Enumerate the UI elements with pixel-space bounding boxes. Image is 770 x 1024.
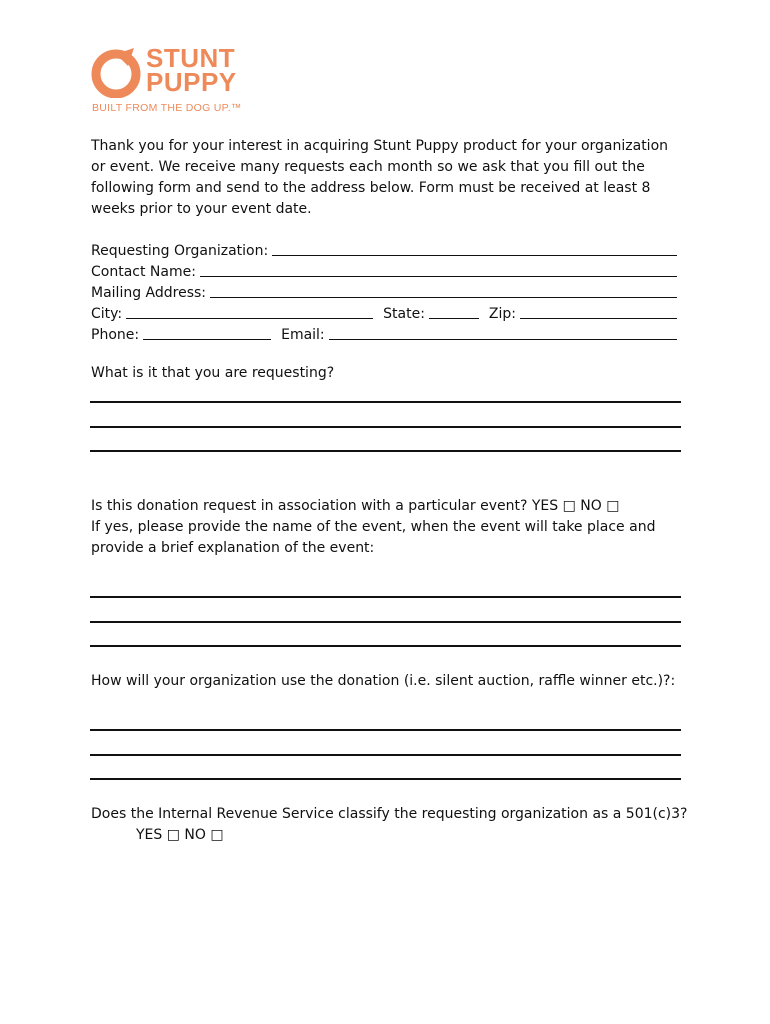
phone-label: Phone:	[91, 327, 140, 343]
state-field[interactable]	[429, 303, 479, 319]
organization-row	[91, 238, 677, 259]
event-question: Is this donation request in association with a particular event? YES □ NO □	[91, 498, 620, 514]
event-detail-question: If yes, please provide the name of the event, when the event will take place and provide a brief explanation of the event:	[91, 519, 656, 556]
address-row	[91, 280, 677, 301]
logo-mark-icon	[90, 46, 142, 98]
answer-line[interactable]	[90, 754, 681, 756]
stunt-puppy-logo	[90, 44, 290, 116]
contact-field[interactable]	[200, 261, 677, 277]
state-label: State:	[383, 306, 425, 322]
intro-paragraph: Thank you for your interest in acquiring Stunt Puppy product for your organization or event. We receive many requests each month so we ask that you fill out the following form and send to the address below. Form must be received at least 8 weeks prior to your event date.	[91, 138, 669, 217]
city-field[interactable]	[126, 303, 373, 319]
phone-field[interactable]	[143, 324, 271, 340]
irs-question: Does the Internal Revenue Service classify the requesting organization as a 501(c)3?	[91, 806, 688, 822]
requesting-question: What is it that you are requesting?	[91, 365, 335, 381]
answer-line[interactable]	[90, 645, 681, 647]
zip-label: Zip:	[488, 306, 517, 322]
contact-fields	[91, 238, 677, 343]
answer-line[interactable]	[90, 621, 681, 623]
answer-line[interactable]	[90, 778, 681, 780]
answer-line[interactable]	[90, 596, 681, 598]
irs-yes-no[interactable]: YES □ NO □	[136, 827, 224, 843]
phone-row	[91, 322, 677, 343]
logo-tagline: BUILT FROM THE DOG UP.™	[92, 102, 242, 114]
usage-question: How will your organization use the donation (i.e. silent auction, raffle winner etc.)?:	[91, 673, 676, 689]
answer-line[interactable]	[90, 426, 681, 428]
answer-line[interactable]	[90, 401, 681, 403]
answer-line[interactable]	[90, 729, 681, 731]
email-label: Email:	[281, 327, 325, 343]
contact-row	[91, 259, 677, 280]
organization-field[interactable]	[272, 240, 677, 256]
organization-label: Requesting Organization:	[91, 243, 269, 259]
city-row	[91, 301, 677, 322]
logo-word-puppy: PUPPY	[146, 67, 237, 97]
city-label: City:	[91, 306, 123, 322]
answer-line[interactable]	[90, 450, 681, 452]
logo-word-stunt: STUNT	[146, 43, 236, 73]
contact-label: Contact Name:	[91, 264, 196, 280]
address-field[interactable]	[210, 282, 677, 298]
zip-field[interactable]	[520, 303, 677, 319]
address-label: Mailing Address:	[91, 285, 207, 301]
email-field[interactable]	[329, 324, 677, 340]
